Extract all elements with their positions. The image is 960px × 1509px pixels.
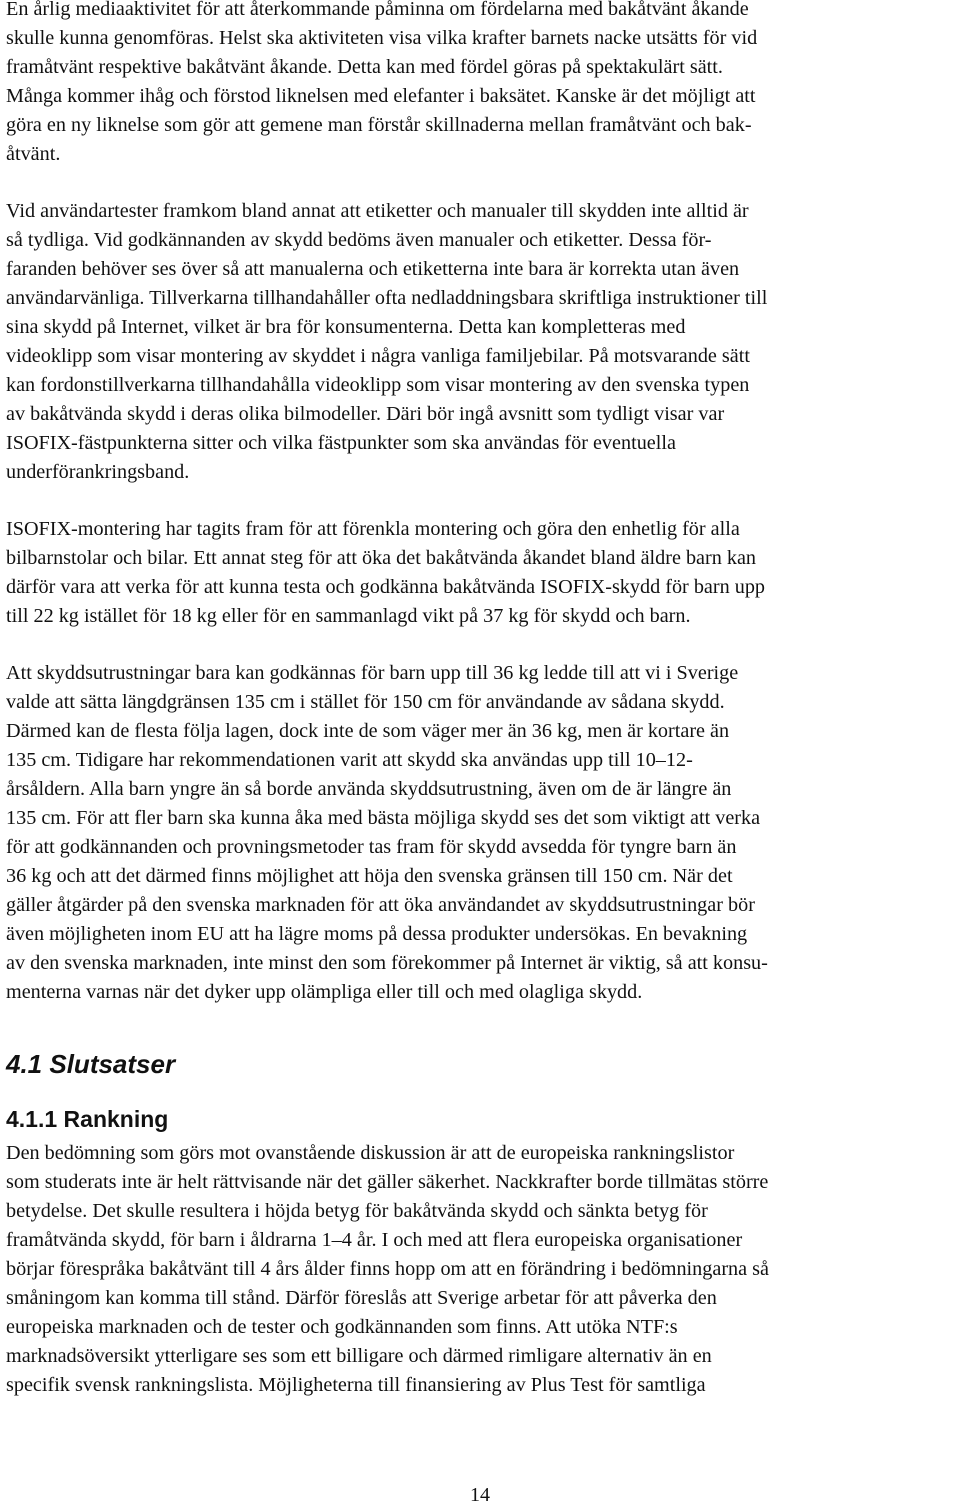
subsection-heading: 4.1.1 Rankning	[6, 1106, 169, 1132]
body-paragraph: ISOFIX-montering har tagits fram för att förenkla montering och göra den enhetlig för alla bilbarnstolar och bilar. Ett annat steg för att öka det bakåtvända åkandet bland äldre barn kan därför vara att verka för att kunna testa och godkänna bakåtvända ISOFIX-skydd för barn upp till 22 kg istället för 18 kg eller för en sammanlagd vikt på 37 kg för skydd och barn.	[6, 518, 766, 627]
body-paragraph: Vid användartester framkom bland annat att etiketter och manualer till skydden inte alltid är så tydliga. Vid godkännanden av skydd bedöms även manualer och etiketter. Dessa för- faranden behöver ses över så att manualerna och etiketterna inte bara är korrekta utan även användarvänliga. Tillverkarna tillhandahåller ofta nedladdningsbara skriftliga instruktioner till sina skydd på Internet, vilket är bra för konsumenterna. Detta kan kompletteras med videoklipp som visar montering av skyddet i några vanliga familjebilar. På motsvarande sätt kan fordonstillverkarna tillhandahålla videoklipp som visar montering av den svenska typen av bakåtvända skydd i deras olika bilmodeller. Däri bör ingå avsnitt som tydligt visar var ISOFIX-fästpunkterna sitter och vilka fästpunkter som ska användas för eventuella underförankringsband.	[6, 200, 768, 483]
body-paragraph: Att skyddsutrustningar bara kan godkännas för barn upp till 36 kg ledde till att vi i Sverige valde att sätta längdgränsen 135 cm i stället för 150 cm för användande av sådana skydd. Därmed kan de flesta följa lagen, dock inte de som väger mer än 36 kg, men är kortare än 135 cm. Tidigare har rekommendationen varit att skydd ska användas upp till 10–12- årsåldern. Alla barn yngre än så borde använda skyddsutrustning, även om de är längre än 135 cm. För att fler barn ska kunna åka med bästa möjliga skydd ses det som viktigt att verka för att godkännanden och provningsmetoder tas fram för skydd avsedda för tyngre barn än 36 kg och att det därmed finns möjlighet att höja den svenska gränsen till 150 cm. När det gäller åtgärder på den svenska marknaden för att öka användandet av skyddsutrustningar bör även möjligheten inom EU att ha lägre moms på dessa produkter undersökas. En bevakning av den svenska marknaden, inte minst den som förekommer på Internet är viktig, så att konsu- menterna varnas när det dyker upp olämpliga eller till och med olagliga skydd.	[6, 662, 768, 1003]
document-page	[6, 0, 954, 1400]
body-paragraph: Den bedömning som görs mot ovanstående diskussion är att de europeiska rankningslistor som studerats inte är helt rättvisande när det gäller säkerhet. Nackkrafter borde tillmätas större betydelse. Det skulle resultera i höjda betyg för bakåtvända skydd och sänkta betyg för framåtvända skydd, för barn i åldrarna 1–4 år. I och med att flera europeiska organisationer börjar förespråka bakåtvänt till 4 års ålder finns hopp om att en förändring i bedömningarna så småningom kan komma till stånd. Därför föreslås att Sverige arbetar för att påverka den europeiska marknaden och de tester och godkännanden som finns. Att utöka NTF:s marknadsöversikt ytterligare ses som ett billigare och därmed rimligare alternativ än en specifik svensk rankningslista. Möjligheterna till finansiering av Plus Test för samtliga	[6, 1142, 769, 1396]
section-heading: 4.1 Slutsatser	[6, 1049, 176, 1079]
body-paragraph: En årlig mediaaktivitet för att återkommande påminna om fördelarna med bakåtvänt åkande skulle kunna genomföras. Helst ska aktiviteten visa vilka krafter barnets nacke utsätts för vid framåtvänt respektive bakåtvänt åkande. Detta kan med fördel göras på spektakulärt sätt. Många kommer ihåg och förstod liknelsen med elefanter i baksätet. Kanske är det möjligt att göra en ny liknelse som gör att gemene man förstår skillnaderna mellan framåtvänt och bak- åtvänt.	[6, 0, 758, 165]
page-number: 14	[470, 1484, 490, 1506]
